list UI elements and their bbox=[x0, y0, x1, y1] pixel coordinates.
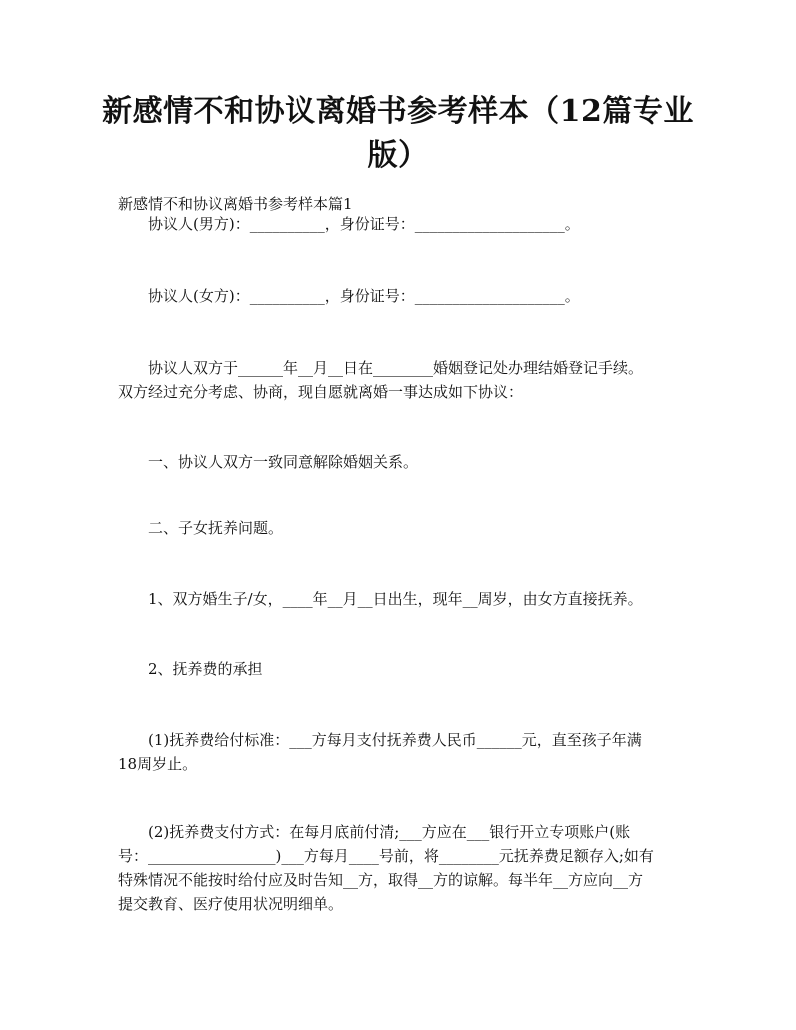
paragraph-line bbox=[118, 728, 686, 752]
paragraph-child-info bbox=[118, 587, 686, 611]
paragraph-text: 2、抚养费的承担 bbox=[148, 660, 263, 678]
paragraph-female-party bbox=[118, 284, 686, 308]
paragraph-line bbox=[118, 752, 686, 776]
paragraph-line bbox=[118, 657, 686, 681]
paragraph-line bbox=[118, 516, 686, 540]
paragraph-text: (2)抚养费支付方式：在每月底前付清;___方应在___银行开立专项账户(账 bbox=[148, 823, 631, 841]
paragraph-line bbox=[118, 212, 686, 236]
paragraph-text: 一、协议人双方一致同意解除婚姻关系。 bbox=[148, 453, 419, 471]
paragraph-support-standard bbox=[118, 728, 686, 776]
paragraph-text: 协议人(女方)：__________，身份证号：____________________。 bbox=[148, 287, 580, 305]
paragraph-text: 号：_________________)___方每月____号前，将________元抚养费足额存入;如有 bbox=[118, 847, 654, 865]
document-title-line-1: 新感情不和协议离婚书参考样本（12篇专业 bbox=[102, 94, 694, 129]
paragraph-payment-method bbox=[118, 820, 686, 916]
paragraph-clause-one bbox=[118, 450, 686, 474]
paragraph-line bbox=[118, 284, 686, 308]
paragraph-clause-two bbox=[118, 516, 686, 540]
paragraph-text: 双方经过充分考虑、协商，现自愿就离婚一事达成如下协议： bbox=[118, 383, 524, 401]
document-title-line-2: 版） bbox=[367, 138, 429, 173]
paragraph-text: (1)抚养费给付标准：___方每月支付抚养费人民币______元，直至孩子年满 bbox=[148, 731, 642, 749]
paragraph-text: 特殊情况不能按时给付应及时告知__方，取得__方的谅解。每半年__方应向__方 bbox=[118, 871, 644, 889]
paragraph-support-cost bbox=[118, 657, 686, 681]
paragraph-line bbox=[118, 380, 686, 404]
paragraph-text: 二、子女抚养问题。 bbox=[148, 519, 284, 537]
document-title bbox=[100, 90, 696, 178]
paragraph-marriage-registration bbox=[118, 356, 686, 404]
paragraph-line bbox=[118, 892, 686, 916]
paragraph-text: 协议人(男方)：__________，身份证号：____________________。 bbox=[148, 215, 580, 233]
paragraph-text: 协议人双方于______年__月__日在________婚姻登记处办理结婚登记手续。 bbox=[148, 359, 644, 377]
paragraph-line bbox=[118, 868, 686, 892]
section-heading: 新感情不和协议离婚书参考样本篇1 bbox=[118, 195, 353, 213]
paragraph-line bbox=[118, 450, 686, 474]
paragraph-text: 提交教育、医疗使用状况明细单。 bbox=[118, 895, 344, 913]
paragraph-line bbox=[118, 356, 686, 380]
paragraph-text: 1、双方婚生子/女，____年__月__日出生，现年__周岁，由女方直接抚养。 bbox=[148, 590, 643, 608]
paragraph-male-party bbox=[118, 212, 686, 236]
paragraph-line bbox=[118, 820, 686, 844]
paragraph-line bbox=[118, 587, 686, 611]
paragraph-line bbox=[118, 844, 686, 868]
paragraph-text: 18周岁止。 bbox=[118, 755, 198, 773]
